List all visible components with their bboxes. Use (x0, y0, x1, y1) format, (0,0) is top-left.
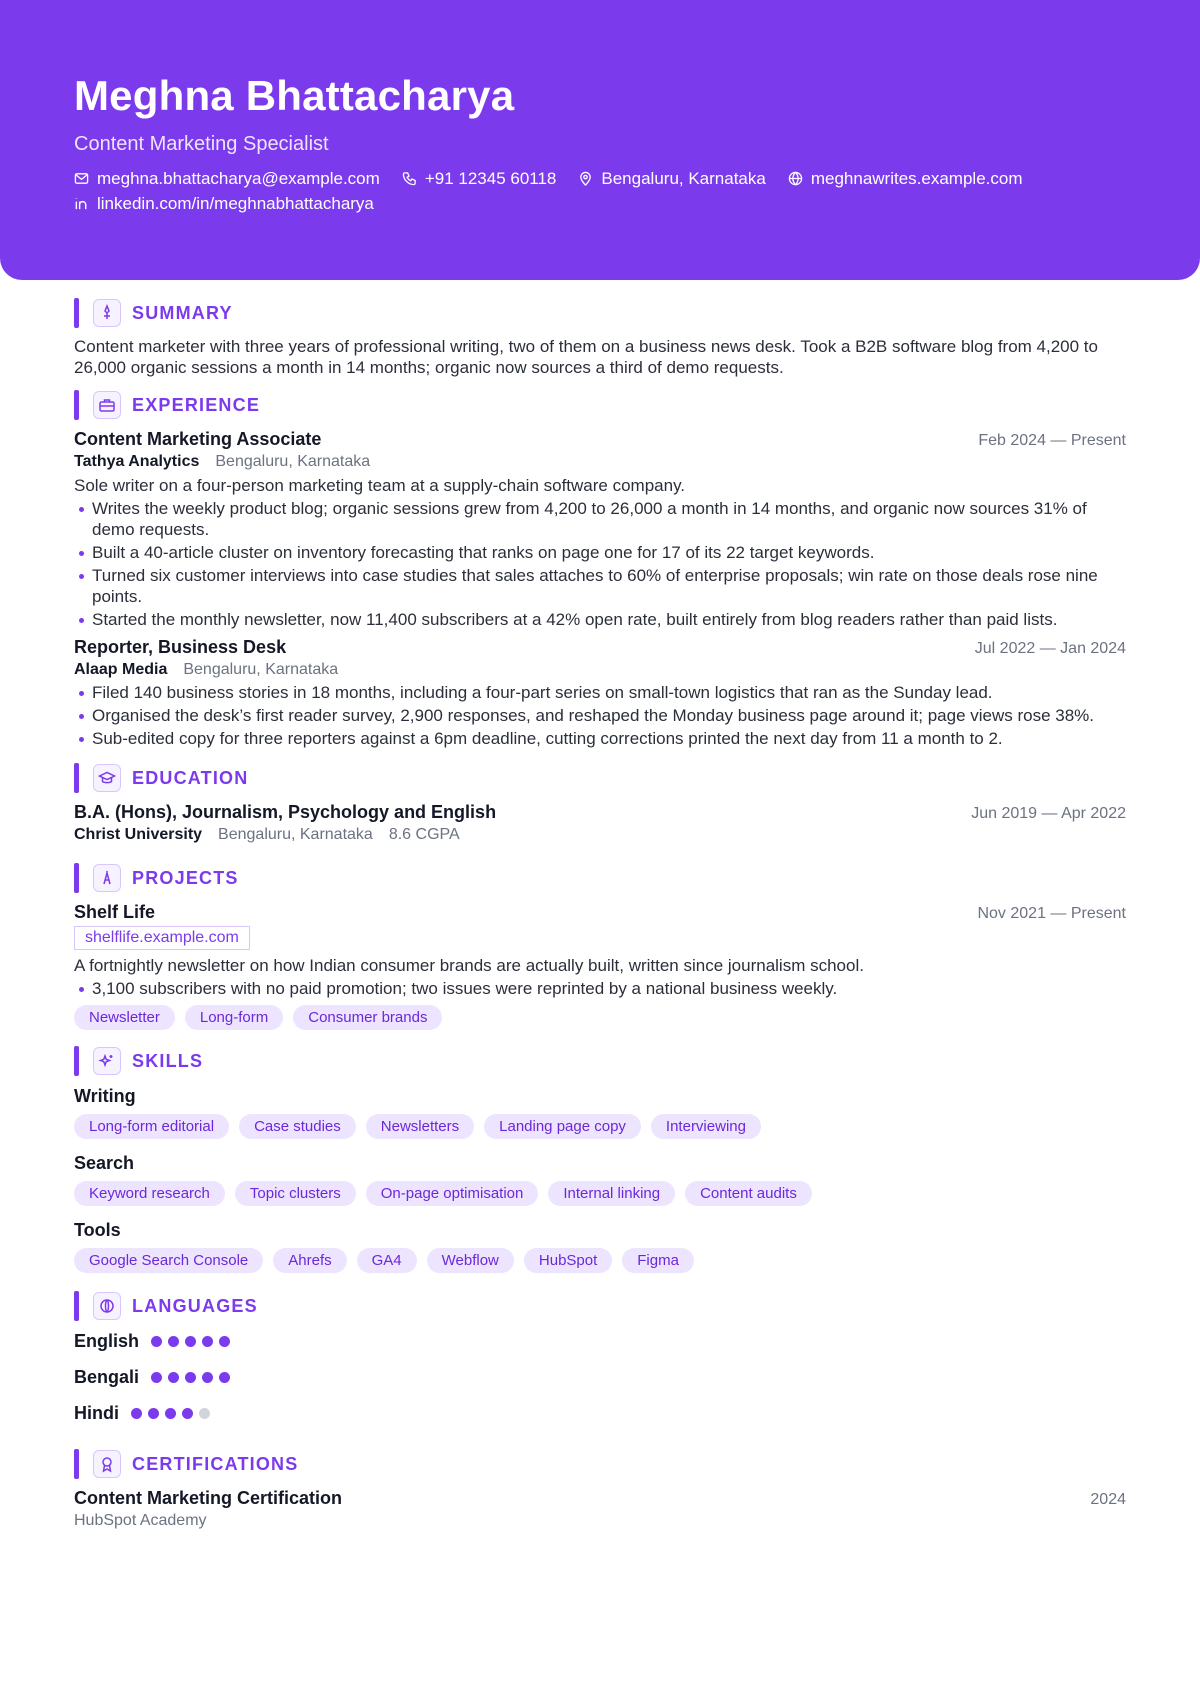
list-item: Turned six customer interviews into case studies that sales attaches to 60% of enterprise proposals; win rate on those deals rose nine points. (74, 565, 1126, 607)
proficiency-dot-filled (185, 1372, 196, 1383)
summary-text: Content marketer with three years of professional writing, two of them on a business news desk. Took a B2B software blog from 4,200 to 26,000 organic sessions a month in 14 months; organic now sources a third of demo requests. (74, 337, 1098, 377)
list-item: Organised the desk’s first reader survey, 2,900 responses, and reshaped the Monday business page around it; page views rose 38%. (74, 705, 1126, 726)
skill-chips (74, 1248, 1126, 1273)
tag-chip: Consumer brands (293, 1005, 442, 1030)
proficiency-dot-filled (151, 1372, 162, 1383)
job-location: Bengaluru, Karnataka (215, 453, 371, 470)
proficiency-dot-filled (219, 1336, 230, 1347)
section-summary-heading (74, 298, 1126, 328)
globe-icon (788, 171, 803, 186)
section-accent-bar (74, 1046, 79, 1076)
job-bullets (74, 682, 1126, 749)
education-date: Jun 2019 — Apr 2022 (971, 805, 1126, 822)
skill-group-title: Search (74, 1153, 135, 1173)
proficiency-dot-filled (202, 1372, 213, 1383)
language-name: Bengali (74, 1366, 140, 1387)
section-title: SUMMARY (132, 302, 233, 323)
skill-chip: Landing page copy (484, 1114, 641, 1139)
certification-date: 2024 (1090, 1491, 1126, 1508)
skill-chip: Case studies (239, 1114, 356, 1139)
skill-chips (74, 1181, 1126, 1206)
proficiency-dot-filled (165, 1408, 176, 1419)
phone-icon (402, 171, 417, 186)
project-entry (74, 901, 1126, 1030)
section-accent-bar (74, 1449, 79, 1479)
section-title: SKILLS (132, 1050, 204, 1071)
language-name: English (74, 1330, 140, 1351)
skill-group-title: Tools (74, 1220, 121, 1240)
certification-entry (74, 1487, 1126, 1531)
skill-chip: Interviewing (651, 1114, 761, 1139)
certification-name: Content Marketing Certification (74, 1488, 343, 1508)
contact-website-text: meghnawrites.example.com (810, 168, 1023, 188)
tag-chip: Newsletter (74, 1005, 175, 1030)
school: Christ University (74, 826, 203, 843)
skill-chip: On-page optimisation (366, 1181, 539, 1206)
proficiency-dot-empty (199, 1408, 210, 1419)
list-item: Writes the weekly product blog; organic sessions grew from 4,200 to 26,000 a month in 14 months, and organic now sources 31% of demo requests. (74, 498, 1126, 540)
education-entry (74, 801, 1126, 845)
proficiency-dot-filled (168, 1372, 179, 1383)
skill-group (74, 1151, 1126, 1206)
job-title: Reporter, Business Desk (74, 637, 287, 657)
proficiency-dots (151, 1336, 236, 1347)
section-accent-bar (74, 863, 79, 893)
language-list (74, 1329, 1126, 1425)
skill-chip: Newsletters (366, 1114, 474, 1139)
contact-phone[interactable] (402, 166, 557, 191)
skill-chip: GA4 (357, 1248, 417, 1273)
award-icon (93, 1450, 121, 1478)
list-item: Started the monthly newsletter, now 11,400 subscribers at a 42% open rate, built entirely from blog readers rather than paid lists. (74, 609, 1126, 630)
location-pin-icon (578, 171, 593, 186)
language-row (74, 1329, 1126, 1353)
job-company: Alaap Media (74, 661, 168, 678)
contact-phone-text: +91 12345 60118 (424, 168, 557, 188)
graduation-cap-icon (93, 764, 121, 792)
grade: 8.6 CGPA (388, 826, 460, 843)
section-accent-bar (74, 390, 79, 420)
job-title: Content Marketing Associate (74, 429, 322, 449)
language-globe-icon (93, 1292, 121, 1320)
project-bullets (74, 978, 1126, 999)
section-title: EDUCATION (132, 767, 249, 788)
sparkle-icon (93, 1047, 121, 1075)
job-bullets (74, 498, 1126, 630)
skill-group-title: Writing (74, 1086, 136, 1106)
project-name: Shelf Life (74, 902, 156, 922)
section-certifications-heading (74, 1449, 1126, 1479)
job-company: Tathya Analytics (74, 453, 200, 470)
section-title: EXPERIENCE (132, 394, 261, 415)
contact-email[interactable] (74, 166, 380, 191)
section-experience-heading (74, 390, 1126, 420)
job-entry (74, 428, 1126, 630)
linkedin-icon (74, 196, 89, 211)
skill-chip: Long-form editorial (74, 1114, 229, 1139)
proficiency-dot-filled (185, 1336, 196, 1347)
section-languages-heading (74, 1291, 1126, 1321)
skill-chips (74, 1114, 1126, 1139)
skill-chip: HubSpot (524, 1248, 612, 1273)
project-tags (74, 1005, 1126, 1030)
list-item: Sub-edited copy for three reporters against a 6pm deadline, cutting corrections printed the next day from 11 a month to 2. (74, 728, 1126, 749)
candidate-role: Content Marketing Specialist (74, 133, 329, 155)
contact-location (578, 166, 765, 191)
proficiency-dot-filled (148, 1408, 159, 1419)
section-title: CERTIFICATIONS (132, 1453, 299, 1474)
proficiency-dot-filled (182, 1408, 193, 1419)
section-title: PROJECTS (132, 867, 239, 888)
summary-icon (93, 299, 121, 327)
certification-issuer: HubSpot Academy (74, 1512, 207, 1529)
language-name: Hindi (74, 1402, 119, 1423)
project-description: A fortnightly newsletter on how Indian consumer brands are actually built, written since journalism school. (74, 956, 864, 975)
proficiency-dot-filled (151, 1336, 162, 1347)
project-link[interactable]: shelflife.example.com (74, 926, 250, 950)
section-education-heading (74, 763, 1126, 793)
contact-linkedin-text: linkedin.com/in/meghnabhattacharya (97, 193, 374, 213)
job-intro: Sole writer on a four-person marketing team at a supply-chain software company. (74, 476, 686, 495)
skill-group (74, 1084, 1126, 1139)
contact-website[interactable] (788, 166, 1023, 191)
briefcase-icon (93, 391, 121, 419)
project-date: Nov 2021 — Present (977, 905, 1126, 922)
language-row (74, 1401, 1126, 1425)
list-item: 3,100 subscribers with no paid promotion; two issues were reprinted by a national business weekly. (74, 978, 1126, 999)
candidate-name: Meghna Bhattacharya (74, 72, 515, 119)
skill-chip: Google Search Console (74, 1248, 263, 1273)
contact-list (74, 166, 1094, 216)
proficiency-dots (131, 1408, 216, 1419)
job-location: Bengaluru, Karnataka (183, 661, 339, 678)
tag-chip: Long-form (185, 1005, 283, 1030)
skill-chip: Content audits (685, 1181, 812, 1206)
proficiency-dot-filled (219, 1372, 230, 1383)
skill-chip: Ahrefs (273, 1248, 346, 1273)
job-entry (74, 636, 1126, 749)
compass-icon (93, 864, 121, 892)
section-skills-heading (74, 1046, 1126, 1076)
resume-header (0, 0, 1200, 280)
skill-chip: Figma (622, 1248, 694, 1273)
job-date: Jul 2022 — Jan 2024 (974, 640, 1126, 657)
contact-location-text: Bengaluru, Karnataka (601, 168, 766, 188)
resume-body (74, 298, 1126, 1531)
skill-chip: Webflow (427, 1248, 514, 1273)
skill-chip: Keyword research (74, 1181, 225, 1206)
proficiency-dot-filled (168, 1336, 179, 1347)
section-title: LANGUAGES (132, 1295, 258, 1316)
section-projects-heading (74, 863, 1126, 893)
section-accent-bar (74, 298, 79, 328)
skill-chip: Internal linking (548, 1181, 675, 1206)
proficiency-dot-filled (202, 1336, 213, 1347)
skill-group (74, 1218, 1126, 1273)
degree: B.A. (Hons), Journalism, Psychology and English (74, 802, 497, 822)
contact-email-text: meghna.bhattacharya@example.com (97, 168, 380, 188)
mail-icon (74, 171, 89, 186)
section-accent-bar (74, 1291, 79, 1321)
list-item: Filed 140 business stories in 18 months, including a four-part series on small-town logistics that ran as the Sunday lead. (74, 682, 1126, 703)
job-date: Feb 2024 — Present (978, 432, 1126, 449)
contact-linkedin[interactable] (74, 191, 374, 216)
school-location: Bengaluru, Karnataka (218, 826, 373, 843)
skill-chip: Topic clusters (235, 1181, 356, 1206)
proficiency-dot-filled (131, 1408, 142, 1419)
list-item: Built a 40-article cluster on inventory forecasting that ranks on page one for 17 of its 22 target keywords. (74, 542, 1126, 563)
section-accent-bar (74, 763, 79, 793)
proficiency-dots (151, 1372, 236, 1383)
language-row (74, 1365, 1126, 1389)
